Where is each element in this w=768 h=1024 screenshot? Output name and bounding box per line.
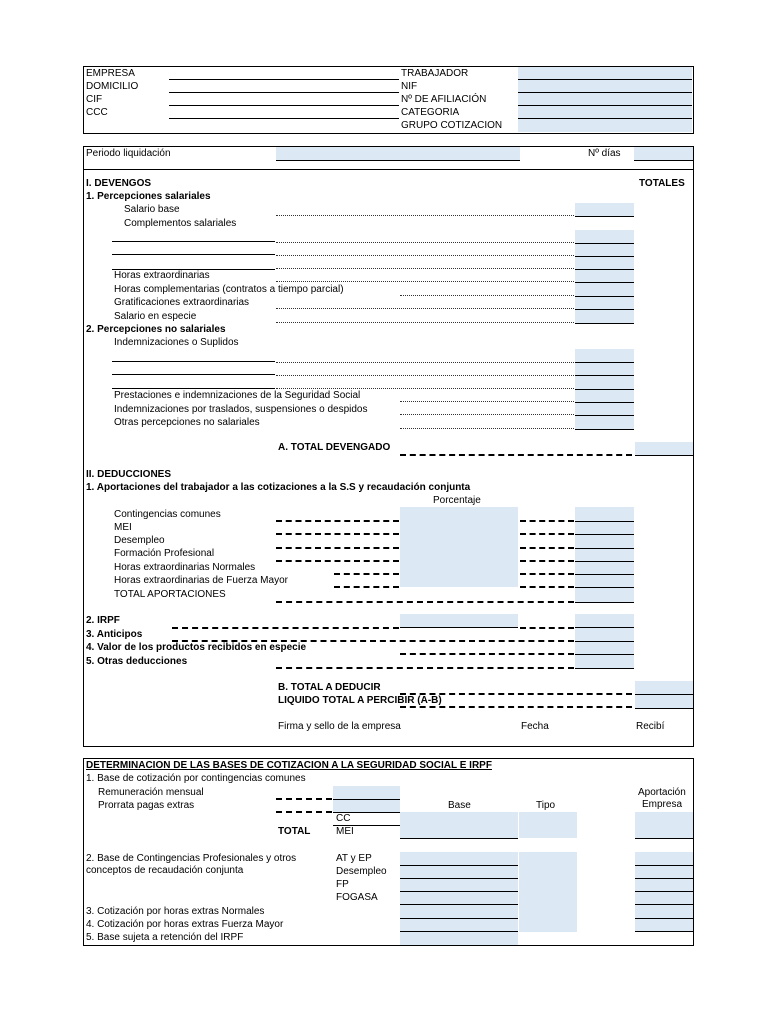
- aportaciones-heading: 1. Aportaciones del trabajador a las cotizaciones a la S.S y recaudación conjunta: [86, 482, 471, 493]
- complemento-line-1[interactable]: [112, 241, 275, 242]
- remuneracion-leader: [276, 798, 332, 800]
- devengos-title: I. DEVENGOS: [86, 178, 152, 189]
- complemento-line-2[interactable]: [112, 254, 275, 255]
- irpf-leader: [172, 627, 399, 629]
- empresa-line[interactable]: [169, 79, 399, 80]
- salario-base-leader: [276, 215, 574, 216]
- cc-base-field[interactable]: [400, 812, 518, 839]
- salario-especie-leader: [276, 322, 574, 323]
- empresa-label: Empresa: [642, 799, 683, 810]
- desempleo-label: Desempleo: [336, 866, 387, 877]
- horas-extra-leader: [276, 281, 574, 282]
- percepciones-salariales-heading: 1. Percepciones salariales: [86, 191, 211, 202]
- he-fuerza-base-label: 4. Cotización por horas extras Fuerza Mayor: [86, 919, 284, 930]
- amount-divider: [575, 429, 634, 430]
- complemento-leader-1: [276, 242, 574, 243]
- base-divider: [400, 918, 518, 919]
- contingencias-label: Contingencias comunes: [114, 509, 221, 520]
- porcentaje-to-amount: [520, 520, 574, 522]
- porcentaje-field[interactable]: [400, 507, 518, 587]
- total-deducir-label: B. TOTAL A DEDUCIR: [278, 682, 381, 693]
- amount-divider: [575, 375, 634, 376]
- base-cp-heading-1: 2. Base de Contingencias Profesionales y otros: [86, 853, 297, 864]
- complementos-amount[interactable]: [575, 230, 634, 296]
- porcentaje-label: Porcentaje: [433, 495, 481, 506]
- main-box: [83, 146, 694, 747]
- total-label: TOTAL: [278, 826, 311, 837]
- traslados-label: Indemnizaciones por traslados, suspensiones o despidos: [114, 404, 368, 415]
- amount-divider: [333, 799, 400, 800]
- base-divider: [400, 891, 518, 892]
- amount-divider: [575, 668, 634, 669]
- irpf-porcentaje-to-amount: [520, 627, 574, 629]
- label-nif: NIF: [401, 81, 418, 92]
- atep-label: AT y EP: [336, 853, 372, 864]
- amount-divider: [575, 389, 634, 390]
- fp-label: FP: [336, 879, 349, 890]
- period-divider: [84, 169, 693, 170]
- cc-tipo-field[interactable]: [519, 812, 577, 838]
- amount-divider: [575, 256, 634, 257]
- gratificaciones-label: Gratificaciones extraordinarias: [114, 297, 250, 308]
- amount-divider: [575, 627, 634, 628]
- cp-aportacion-field[interactable]: [635, 852, 693, 932]
- days-label: Nº días: [588, 148, 621, 159]
- grupo-field[interactable]: [518, 119, 692, 132]
- salario-especie-label: Salario en especie: [114, 311, 197, 322]
- indemnizacion-leader-3: [276, 388, 574, 389]
- base-divider: [400, 865, 518, 866]
- amount-divider: [575, 574, 634, 575]
- especie-leader: [400, 653, 574, 655]
- base-divider: [400, 931, 518, 932]
- formacion-leader: [276, 560, 399, 562]
- amount-divider: [635, 918, 693, 919]
- domicilio-line[interactable]: [169, 92, 399, 93]
- porcentaje-to-amount: [520, 533, 574, 535]
- otras-percepciones-label: Otras percepciones no salariales: [114, 417, 260, 428]
- complementos-label: Complementos salariales: [124, 218, 237, 229]
- porcentaje-to-amount: [520, 547, 574, 549]
- label-empresa: EMPRESA: [86, 68, 135, 79]
- label-categoria: CATEGORIA: [401, 107, 460, 118]
- salario-base-label: Salario base: [124, 204, 180, 215]
- gratificaciones-amount[interactable]: [575, 297, 634, 323]
- fogasa-label: FOGASA: [336, 892, 378, 903]
- otras-leader: [400, 428, 574, 429]
- amount-divider: [575, 323, 634, 324]
- total-underline: [333, 825, 400, 826]
- remuneracion-label: Remuneración mensual: [98, 787, 204, 798]
- label-ccc: CCC: [86, 107, 108, 118]
- prestaciones-label: Prestaciones e indemnizaciones de la Seguridad Social: [114, 390, 361, 401]
- amount-divider: [575, 282, 634, 283]
- cc-label: CC: [336, 813, 351, 824]
- total-devengado-field[interactable]: [635, 442, 693, 456]
- recibi-label: Recibí: [636, 721, 665, 732]
- fecha-label: Fecha: [521, 721, 549, 732]
- trabajador-field[interactable]: [518, 67, 692, 80]
- complemento-leader-3: [276, 268, 574, 269]
- amount-divider: [575, 362, 634, 363]
- desempleo-leader: [276, 547, 399, 549]
- otras-deducciones-leader: [276, 667, 574, 669]
- indemnizacion-leader-2: [276, 375, 574, 376]
- indemnizacion-leader-1: [276, 362, 574, 363]
- total-aportaciones-label: TOTAL APORTACIONES: [114, 589, 226, 600]
- label-grupo: GRUPO COTIZACION: [401, 120, 503, 131]
- amount-divider: [635, 878, 693, 879]
- irpf-label: 2. IRPF: [86, 615, 120, 626]
- complemento-leader-2: [276, 255, 574, 256]
- total-devengado-label: A. TOTAL DEVENGADO: [278, 442, 391, 453]
- liquido-leader: [400, 706, 632, 708]
- indemnizacion-line-3[interactable]: [112, 388, 275, 389]
- amount-divider: [635, 865, 693, 866]
- label-domicilio: DOMICILIO: [86, 81, 139, 92]
- mei-label: MEI: [114, 522, 132, 533]
- anticipos-leader: [172, 640, 574, 642]
- amount-divider: [575, 561, 634, 562]
- mei-leader: [276, 533, 399, 535]
- afiliacion-field[interactable]: [518, 93, 692, 106]
- amount-divider: [575, 602, 634, 603]
- bases-title: DETERMINACION DE LAS BASES DE COTIZACION A LA SEGURIDAD SOCIAL E IRPF: [86, 760, 492, 771]
- amount-divider: [575, 521, 634, 522]
- total-aportaciones-leader: [276, 601, 574, 603]
- amount-divider: [575, 415, 634, 416]
- he-fuerza-leader: [334, 586, 399, 588]
- he-normales-label: Horas extraordinarias Normales: [114, 562, 256, 573]
- aportacion-label: Aportación: [638, 787, 686, 798]
- he-fuerza-label: Horas extraordinarias de Fuerza Mayor: [114, 575, 288, 586]
- amount-divider: [575, 654, 634, 655]
- period-field[interactable]: [276, 147, 520, 161]
- porcentaje-to-amount: [520, 560, 574, 562]
- totales-label: TOTALES: [639, 178, 685, 189]
- total-deducir-field[interactable]: [635, 681, 693, 695]
- he-normales-leader: [334, 573, 399, 575]
- amount-divider: [635, 931, 693, 932]
- label-trabajador: TRABAJADOR: [401, 68, 469, 79]
- amount-divider: [575, 402, 634, 403]
- header-box: [83, 66, 694, 134]
- total-deducir-leader: [400, 693, 632, 695]
- horas-extra-label: Horas extraordinarias: [114, 270, 210, 281]
- horas-comp-leader: [400, 295, 574, 296]
- anticipos-label: 3. Anticipos: [86, 629, 143, 640]
- porcentaje-to-amount: [520, 586, 574, 588]
- tipo-col-label: Tipo: [536, 800, 556, 811]
- formacion-label: Formación Profesional: [114, 548, 215, 559]
- contingencias-leader: [276, 520, 399, 522]
- base-cp-heading-2: conceptos de recaudación conjunta: [86, 865, 244, 876]
- porcentaje-to-amount: [520, 573, 574, 575]
- amount-divider: [635, 904, 693, 905]
- cif-line[interactable]: [169, 105, 399, 106]
- traslados-leader: [400, 414, 574, 415]
- he-normales-base-label: 3. Cotización por horas extras Normales: [86, 906, 265, 917]
- amount-divider: [575, 243, 634, 244]
- liquido-field[interactable]: [635, 695, 693, 709]
- irpf-base-label: 5. Base sujeta a retención del IRPF: [86, 932, 244, 943]
- deducciones-title: II. DEDUCCIONES: [86, 469, 172, 480]
- base-cc-heading: 1. Base de cotización por contingencias comunes: [86, 773, 306, 784]
- amount-divider: [575, 309, 634, 310]
- ccc-line[interactable]: [169, 118, 399, 119]
- prorrata-label: Prorrata pagas extras: [98, 800, 195, 811]
- amount-divider: [575, 534, 634, 535]
- amount-divider: [575, 587, 634, 588]
- base-divider: [400, 878, 518, 879]
- amount-divider: [575, 641, 634, 642]
- irpf-porcentaje[interactable]: [400, 614, 518, 628]
- especie-label: 4. Valor de los productos recibidos en especie: [86, 642, 307, 653]
- otras-deducciones-label: 5. Otras deducciones: [86, 656, 188, 667]
- base-divider: [400, 904, 518, 905]
- firma-label: Firma y sello de la empresa: [278, 721, 401, 732]
- indemnizaciones-label: Indemnizaciones o Suplidos: [114, 337, 239, 348]
- prorrata-leader: [276, 811, 332, 813]
- nif-field[interactable]: [518, 80, 692, 93]
- categoria-field[interactable]: [518, 106, 692, 119]
- mei-label: MEI: [336, 826, 354, 837]
- gratificaciones-leader: [276, 308, 574, 309]
- prestaciones-leader: [400, 401, 574, 402]
- salario-base-amount[interactable]: [575, 203, 634, 217]
- percepciones-no-salariales-heading: 2. Percepciones no salariales: [86, 324, 226, 335]
- label-cif: CIF: [86, 94, 103, 105]
- horas-comp-label: Horas complementarias (contratos a tiempo parcial): [114, 284, 344, 295]
- period-label: Periodo liquidación: [86, 148, 171, 159]
- bases-box: [83, 758, 694, 946]
- total-devengado-leader: [400, 454, 632, 456]
- cc-aportacion-field[interactable]: [635, 812, 693, 839]
- amount-divider: [575, 269, 634, 270]
- amount-divider: [635, 891, 693, 892]
- desempleo-label: Desempleo: [114, 535, 165, 546]
- days-field[interactable]: [634, 147, 693, 161]
- indemnizacion-line-1[interactable]: [112, 361, 275, 362]
- base-col-label: Base: [448, 800, 471, 811]
- liquido-label: LIQUIDO TOTAL A PERCIBIR (A-B): [278, 695, 442, 706]
- cp-tipo-field[interactable]: [519, 852, 577, 932]
- amount-divider: [575, 548, 634, 549]
- indemnizacion-line-2[interactable]: [112, 374, 275, 375]
- label-afiliacion: Nº DE AFILIACIÓN: [401, 94, 487, 105]
